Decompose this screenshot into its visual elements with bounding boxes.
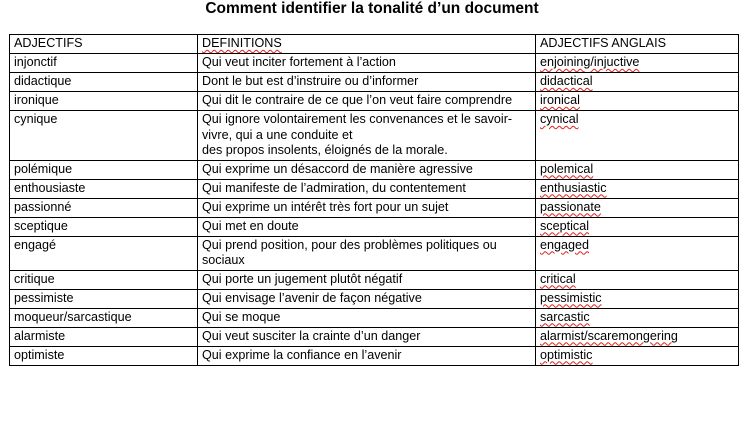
- cell-definition: Dont le but est d’instruire ou d’informer: [198, 73, 536, 92]
- cell-adjective: moqueur/sarcastique: [10, 308, 198, 327]
- header-definitions: [198, 35, 536, 54]
- table-row: [10, 308, 739, 327]
- cell-definition: Qui exprime la confiance en l’avenir: [198, 346, 536, 365]
- cell-definition: Qui se moque: [198, 308, 536, 327]
- cell-definition: Qui manifeste de l’admiration, du contentement: [198, 179, 536, 198]
- table-row: [10, 54, 739, 73]
- table-row: [10, 73, 739, 92]
- cell-definition: Qui veut susciter la crainte d’un danger: [198, 327, 536, 346]
- cell-adjective: pessimiste: [10, 289, 198, 308]
- document-title: Comment identifier la tonalité d’un document: [205, 0, 539, 17]
- english-word: cynical: [540, 112, 579, 126]
- cell-english: [536, 270, 739, 289]
- header-definitions-label: DEFINITIONS: [202, 36, 282, 50]
- cell-definition: Qui met en doute: [198, 217, 536, 236]
- cell-adjective: alarmiste: [10, 327, 198, 346]
- english-word: enjoining/injuctive: [540, 55, 640, 69]
- table-row: [10, 179, 739, 198]
- english-word: enthusiastic: [540, 180, 607, 195]
- english-word: engaged: [540, 237, 590, 252]
- cell-english: [536, 236, 739, 270]
- definition-line: vivre, qui a une conduite et: [202, 127, 353, 142]
- header-adjectives: ADJECTIFS: [10, 35, 198, 54]
- header-english: ADJECTIFS ANGLAIS: [536, 35, 739, 54]
- definition-line: des propos insolents, éloignés de la morale.: [202, 143, 448, 157]
- cell-english: [536, 308, 739, 327]
- cell-adjective: passionné: [10, 198, 198, 217]
- cell-adjective: didactique: [10, 73, 198, 92]
- english-word: polemical: [540, 161, 594, 176]
- cell-adjective: sceptique: [10, 217, 198, 236]
- cell-definition: Qui porte un jugement plutôt négatif: [198, 270, 536, 289]
- english-word: alarmist/scaremongering: [540, 328, 678, 343]
- cell-adjective: enthousiaste: [10, 179, 198, 198]
- definition-line: sociaux: [202, 253, 245, 267]
- table-row: [10, 160, 739, 179]
- english-word: ironical: [540, 93, 580, 107]
- english-word: pessimistic: [540, 290, 602, 305]
- cell-english: [536, 92, 739, 111]
- cell-english: [536, 217, 739, 236]
- english-word: sceptical: [540, 218, 589, 233]
- table-row: [10, 236, 739, 270]
- cell-english: [536, 73, 739, 92]
- cell-adjective: cynique: [10, 111, 198, 161]
- cell-english: [536, 160, 739, 179]
- table-row: [10, 198, 739, 217]
- cell-adjective: polémique: [10, 160, 198, 179]
- cell-definition: Qui exprime un intérêt très fort pour un sujet: [198, 198, 536, 217]
- cell-english: [536, 346, 739, 365]
- english-word: passionate: [540, 199, 601, 214]
- cell-definition: [198, 236, 536, 270]
- cell-definition: [198, 111, 536, 161]
- english-word: sarcastic: [540, 309, 590, 324]
- cell-definition: Qui envisage l’avenir de façon négative: [198, 289, 536, 308]
- cell-english: [536, 289, 739, 308]
- cell-english: [536, 179, 739, 198]
- table-row: [10, 346, 739, 365]
- cell-definition: Qui exprime un désaccord de manière agressive: [198, 160, 536, 179]
- cell-definition: Qui veut inciter fortement à l’action: [198, 54, 536, 73]
- cell-definition: Qui dit le contraire de ce que l’on veut faire comprendre: [198, 92, 536, 111]
- cell-adjective: critique: [10, 270, 198, 289]
- definition-line: Qui prend position, pour des problèmes politiques ou: [202, 237, 497, 252]
- table-header-row: [10, 35, 739, 54]
- table-row: [10, 111, 739, 161]
- english-word: critical: [540, 271, 576, 286]
- cell-adjective: optimiste: [10, 346, 198, 365]
- tonality-table: [9, 34, 739, 366]
- table-row: [10, 270, 739, 289]
- table-row: [10, 217, 739, 236]
- english-word: didactical: [540, 74, 593, 88]
- cell-adjective: ironique: [10, 92, 198, 111]
- cell-english: [536, 327, 739, 346]
- table-row: [10, 289, 739, 308]
- cell-english: [536, 54, 739, 73]
- cell-adjective: injonctif: [10, 54, 198, 73]
- cell-adjective: engagé: [10, 236, 198, 270]
- definition-line: Qui ignore volontairement les convenances et le savoir-: [202, 112, 513, 126]
- cell-english: [536, 111, 739, 161]
- cell-english: [536, 198, 739, 217]
- english-word: optimistic: [540, 347, 593, 362]
- table-row: [10, 327, 739, 346]
- table-row: [10, 92, 739, 111]
